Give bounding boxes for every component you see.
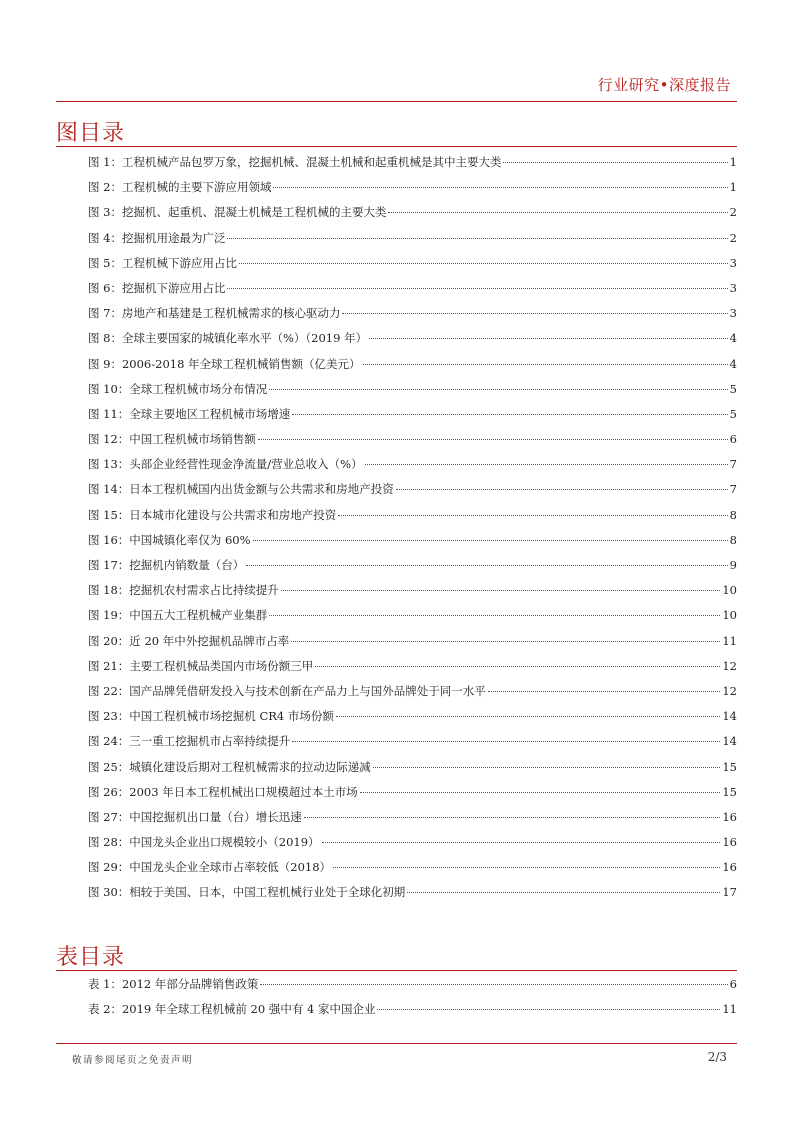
figure-toc-entry[interactable] <box>88 729 737 754</box>
toc-entry-title: 图 13：头部企业经营性现金净流量/营业总收入（%） <box>88 457 363 472</box>
toc-entry-title: 图 28：中国龙头企业出口规模较小（2019） <box>88 835 320 850</box>
figure-index-title: 图目录 <box>56 121 126 146</box>
toc-leader-dots <box>488 691 721 692</box>
toc-entry-page: 3 <box>729 280 737 295</box>
toc-leader-dots <box>369 338 728 339</box>
figure-index-list <box>88 150 737 906</box>
figure-toc-entry[interactable] <box>88 200 737 225</box>
toc-entry-page: 2 <box>729 230 737 245</box>
figure-toc-entry[interactable] <box>88 427 737 452</box>
toc-leader-dots <box>227 288 727 289</box>
toc-leader-dots <box>396 489 728 490</box>
toc-entry-title: 图 1：工程机械产品包罗万象，挖掘机械、混凝土机械和起重机械是其中主要大类 <box>88 155 502 169</box>
toc-leader-dots <box>407 892 720 893</box>
toc-entry-title: 图 11：全球主要地区工程机械市场增速 <box>88 406 291 421</box>
toc-leader-dots <box>292 741 720 742</box>
toc-entry-title: 图 27：中国挖掘机出口量（台）增长迅速 <box>88 809 302 824</box>
figure-toc-entry[interactable] <box>88 528 737 553</box>
toc-leader-dots <box>336 716 720 717</box>
toc-entry-page: 11 <box>722 1002 737 1017</box>
toc-leader-dots <box>292 414 727 415</box>
toc-entry-page: 3 <box>729 306 737 321</box>
figure-toc-entry[interactable] <box>88 704 737 729</box>
figure-toc-entry[interactable] <box>88 578 737 603</box>
toc-entry-title: 图 20：近 20 年中外挖掘机品牌市占率 <box>88 633 290 648</box>
toc-entry-page: 3 <box>729 255 737 270</box>
toc-entry-page: 15 <box>722 784 737 799</box>
toc-entry-title: 图 6：挖掘机下游应用占比 <box>88 280 226 295</box>
toc-entry-page: 2 <box>729 205 737 220</box>
toc-entry-title: 图 5：工程机械下游应用占比 <box>88 255 237 270</box>
toc-leader-dots <box>304 817 721 818</box>
toc-leader-dots <box>260 984 727 985</box>
toc-leader-dots <box>291 641 720 642</box>
figure-toc-entry[interactable] <box>88 805 737 830</box>
table-index-divider <box>56 970 737 971</box>
toc-leader-dots <box>322 842 721 843</box>
toc-entry-title: 图 21：主要工程机械品类国内市场份额三甲 <box>88 658 314 673</box>
toc-entry-title: 图 4：挖掘机用途最为广泛 <box>88 230 226 245</box>
toc-entry-page: 12 <box>722 658 737 673</box>
table-index-list <box>88 972 737 1022</box>
toc-entry-page: 1 <box>729 155 737 169</box>
figure-toc-entry[interactable] <box>88 175 737 200</box>
toc-entry-page: 16 <box>722 835 737 850</box>
toc-leader-dots <box>373 767 721 768</box>
toc-entry-page: 17 <box>722 885 737 900</box>
figure-toc-entry[interactable] <box>88 352 737 377</box>
toc-leader-dots <box>227 238 727 239</box>
toc-entry-title: 图 29：中国龙头企业全球市占率较低（2018） <box>88 860 332 875</box>
toc-entry-title: 图 26：2003 年日本工程机械出口规模超过本土市场 <box>88 784 358 799</box>
toc-leader-dots <box>342 313 727 314</box>
toc-entry-title: 图 23：中国工程机械市场挖掘机 CR4 市场份额 <box>88 709 334 724</box>
header-divider <box>56 101 737 102</box>
toc-leader-dots <box>388 212 727 213</box>
toc-leader-dots <box>246 565 727 566</box>
figure-toc-entry[interactable] <box>88 755 737 780</box>
figure-toc-entry[interactable] <box>88 276 737 301</box>
toc-entry-title: 图 14：日本工程机械国内出货金额与公共需求和房地产投资 <box>88 482 394 497</box>
toc-entry-title: 图 25：城镇化建设后期对工程机械需求的拉动边际递减 <box>88 759 371 774</box>
toc-entry-title: 图 12：中国工程机械市场销售额 <box>88 432 256 447</box>
toc-entry-page: 9 <box>729 558 737 572</box>
figure-toc-entry[interactable] <box>88 477 737 502</box>
toc-leader-dots <box>253 540 728 541</box>
toc-entry-page: 11 <box>722 633 737 648</box>
toc-entry-page: 16 <box>722 809 737 824</box>
figure-toc-entry[interactable] <box>88 150 737 175</box>
toc-leader-dots <box>338 515 727 516</box>
figure-toc-entry[interactable] <box>88 301 737 326</box>
toc-entry-page: 10 <box>722 608 737 623</box>
figure-toc-entry[interactable] <box>88 855 737 880</box>
toc-entry-page: 4 <box>729 356 737 371</box>
toc-entry-page: 15 <box>722 759 737 774</box>
toc-entry-title: 图 30：相较于美国、日本，中国工程机械行业处于全球化初期 <box>88 885 406 900</box>
page-number: 2/3 <box>707 1050 727 1064</box>
figure-toc-entry[interactable] <box>88 553 737 578</box>
toc-entry-title: 图 19：中国五大工程机械产业集群 <box>88 608 268 623</box>
table-toc-entry[interactable] <box>88 972 737 997</box>
toc-entry-page: 6 <box>729 432 737 447</box>
figure-toc-entry[interactable] <box>88 780 737 805</box>
toc-entry-page: 10 <box>722 583 737 598</box>
toc-leader-dots <box>269 615 720 616</box>
toc-entry-title: 图 17：挖掘机内销数量（台） <box>88 558 245 572</box>
toc-entry-page: 8 <box>729 532 737 547</box>
toc-leader-dots <box>333 867 720 868</box>
figure-index-divider <box>56 146 737 147</box>
toc-leader-dots <box>503 162 727 163</box>
toc-leader-dots <box>377 1009 720 1010</box>
figure-toc-entry[interactable] <box>88 452 737 477</box>
toc-entry-title: 图 15：日本城市化建设与公共需求和房地产投资 <box>88 507 337 522</box>
toc-leader-dots <box>269 389 727 390</box>
toc-entry-title: 图 10：全球工程机械市场分布情况 <box>88 381 268 396</box>
toc-entry-page: 4 <box>729 331 737 346</box>
figure-toc-entry[interactable] <box>88 603 737 628</box>
toc-entry-page: 16 <box>722 860 737 875</box>
toc-entry-title: 图 24：三一重工挖掘机市占率持续提升 <box>88 734 291 749</box>
table-index-title: 表目录 <box>56 945 126 970</box>
figure-toc-entry[interactable] <box>88 830 737 855</box>
toc-leader-dots <box>365 464 728 465</box>
figure-toc-entry[interactable] <box>88 377 737 402</box>
toc-entry-title: 图 9：2006-2018 年全球工程机械销售额（亿美元） <box>88 356 361 371</box>
figure-toc-entry[interactable] <box>88 679 737 704</box>
toc-entry-title: 图 2：工程机械的主要下游应用领域 <box>88 180 272 195</box>
report-type-label: 行业研究•深度报告 <box>597 76 731 94</box>
figure-toc-entry[interactable] <box>88 402 737 427</box>
figure-toc-entry[interactable] <box>88 326 737 351</box>
toc-entry-page: 12 <box>722 683 737 698</box>
toc-entry-page: 5 <box>729 381 737 396</box>
toc-entry-page: 8 <box>729 507 737 522</box>
toc-entry-title: 图 22：国产品牌凭借研发投入与技术创新在产品力上与国外品牌处于同一水平 <box>88 683 486 698</box>
toc-entry-page: 1 <box>729 180 737 195</box>
disclaimer-note: 敬请参阅尾页之免责声明 <box>72 1055 194 1066</box>
toc-entry-title: 图 8：全球主要国家的城镇化率水平（%）（2019 年） <box>88 331 368 346</box>
toc-entry-page: 6 <box>729 977 737 991</box>
toc-leader-dots <box>360 792 721 793</box>
toc-entry-title: 表 1：2012 年部分品牌销售政策 <box>88 977 259 991</box>
toc-leader-dots <box>363 364 728 365</box>
figure-toc-entry[interactable] <box>88 654 737 679</box>
toc-entry-title: 图 18：挖掘机农村需求占比持续提升 <box>88 583 279 598</box>
toc-entry-page: 14 <box>722 734 737 749</box>
toc-leader-dots <box>239 263 728 264</box>
toc-entry-page: 14 <box>722 709 737 724</box>
toc-entry-title: 图 3：挖掘机、起重机、混凝土机械是工程机械的主要大类 <box>88 205 387 220</box>
toc-leader-dots <box>315 666 720 667</box>
toc-entry-title: 图 16：中国城镇化率仅为 60% <box>88 532 251 547</box>
figure-toc-entry[interactable] <box>88 251 737 276</box>
toc-entry-page: 5 <box>729 406 737 421</box>
figure-toc-entry[interactable] <box>88 226 737 251</box>
table-toc-entry[interactable] <box>88 997 737 1022</box>
figure-toc-entry[interactable] <box>88 503 737 528</box>
figure-toc-entry[interactable] <box>88 629 737 654</box>
toc-entry-title: 表 2：2019 年全球工程机械前 20 强中有 4 家中国企业 <box>88 1002 376 1017</box>
toc-leader-dots <box>258 439 728 440</box>
toc-entry-page: 7 <box>729 482 737 497</box>
figure-toc-entry[interactable] <box>88 880 737 905</box>
toc-leader-dots <box>273 187 727 188</box>
toc-entry-title: 图 7：房地产和基建是工程机械需求的核心驱动力 <box>88 306 341 321</box>
toc-leader-dots <box>281 590 721 591</box>
footer-divider <box>56 1043 737 1044</box>
toc-entry-page: 7 <box>729 457 737 472</box>
